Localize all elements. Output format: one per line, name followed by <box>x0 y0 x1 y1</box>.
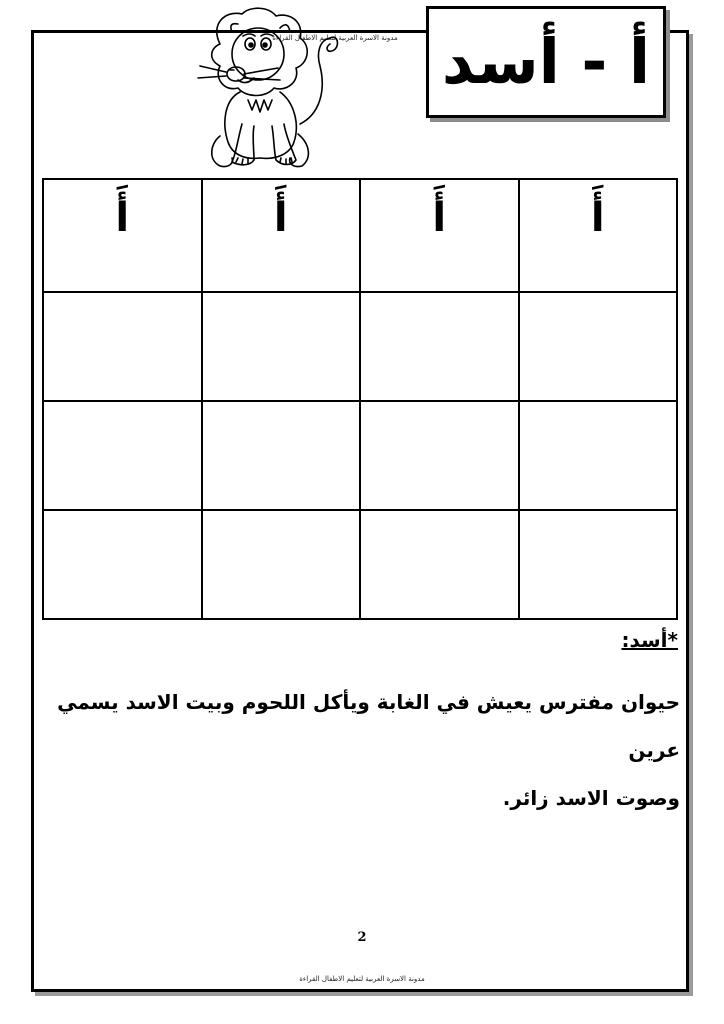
definition-heading: *أسد: <box>621 628 678 652</box>
lion-cartoon-icon <box>180 4 350 174</box>
grid-cell-blank <box>360 292 519 401</box>
grid-cell-blank <box>360 510 519 619</box>
grid-cell-blank <box>202 292 361 401</box>
grid-cell-blank <box>519 510 678 619</box>
grid-cell-blank <box>202 401 361 510</box>
definition-line: وصوت الاسد زائر. <box>502 786 680 810</box>
grid-cell <box>202 179 361 292</box>
grid-cell <box>360 179 519 292</box>
header-blog-note: مدونة الاسرة العربية لتعليم الاطفال القراءة <box>272 34 398 42</box>
letter-model: أَ <box>115 195 130 241</box>
letter-model: أَ <box>432 195 447 241</box>
grid-cell <box>43 179 202 292</box>
letter-model: أَ <box>590 195 605 241</box>
grid-row <box>43 292 677 401</box>
letter-model: أَ <box>273 195 288 241</box>
grid-cell-blank <box>43 510 202 619</box>
page-title: أ - أسد <box>441 25 651 98</box>
definition-text <box>40 678 680 822</box>
definition-line: حيوان مفترس يعيش في الغابة ويأكل اللحوم وبيت الاسد يسمي عرين <box>57 690 680 762</box>
grid-row <box>43 179 677 292</box>
grid-row <box>43 401 677 510</box>
page-number: 2 <box>357 930 367 945</box>
title-box <box>426 6 666 118</box>
grid-cell-blank <box>519 401 678 510</box>
letter-practice-grid <box>42 178 678 620</box>
grid-cell-blank <box>360 401 519 510</box>
grid-cell-blank <box>202 510 361 619</box>
grid-cell <box>519 179 678 292</box>
footer-blog-note: مدونة الاسرة العربية لتعليم الاطفال القراءة <box>299 975 425 983</box>
grid-cell-blank <box>519 292 678 401</box>
grid-cell-blank <box>43 401 202 510</box>
grid-cell-blank <box>43 292 202 401</box>
grid-row <box>43 510 677 619</box>
